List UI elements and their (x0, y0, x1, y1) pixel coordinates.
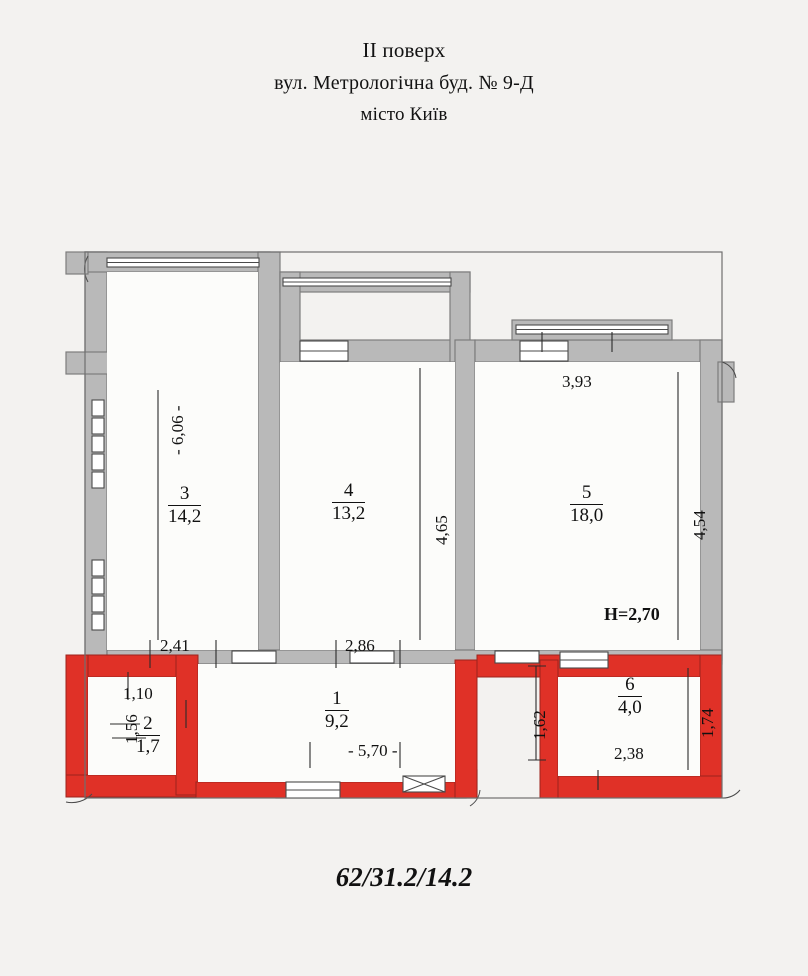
dim-room5-vertical: 4,54 (690, 510, 709, 540)
room-label-3: 3 14,2 (168, 483, 202, 527)
dim-room5-top: 3,93 (562, 372, 592, 391)
dim-room3-vertical: - 6,06 - (168, 405, 187, 455)
header-city: місто Київ (360, 104, 448, 125)
header-street: вул. Метрологічна буд. № 9-Д (274, 72, 534, 94)
ceiling-height-label: H=2,70 (604, 604, 660, 624)
dim-1-74: 1,74 (698, 708, 717, 738)
summary-label: 62/31.2/14.2 (335, 862, 473, 892)
room-label-1: 1 9,2 (325, 688, 349, 732)
header-floor: ІІ поверх (362, 38, 446, 62)
dim-2-38: 2,38 (614, 744, 644, 763)
dim-2-86: 2,86 (345, 636, 375, 655)
room-label-4: 4 13,2 (332, 480, 366, 524)
room-label-2: 2 1,7 (136, 713, 160, 757)
dim-1-56: 1,56 (122, 714, 141, 744)
dim-2-41: 2,41 (160, 636, 190, 655)
room-label-6: 6 4,0 (618, 674, 642, 718)
dim-5-70: - 5,70 - (348, 741, 398, 760)
room-label-5: 5 18,0 (570, 482, 604, 526)
dim-1-10: 1,10 (123, 684, 153, 703)
dim-1-62: 1,62 (530, 710, 549, 740)
dim-room4-vertical: 4,65 (432, 515, 451, 545)
